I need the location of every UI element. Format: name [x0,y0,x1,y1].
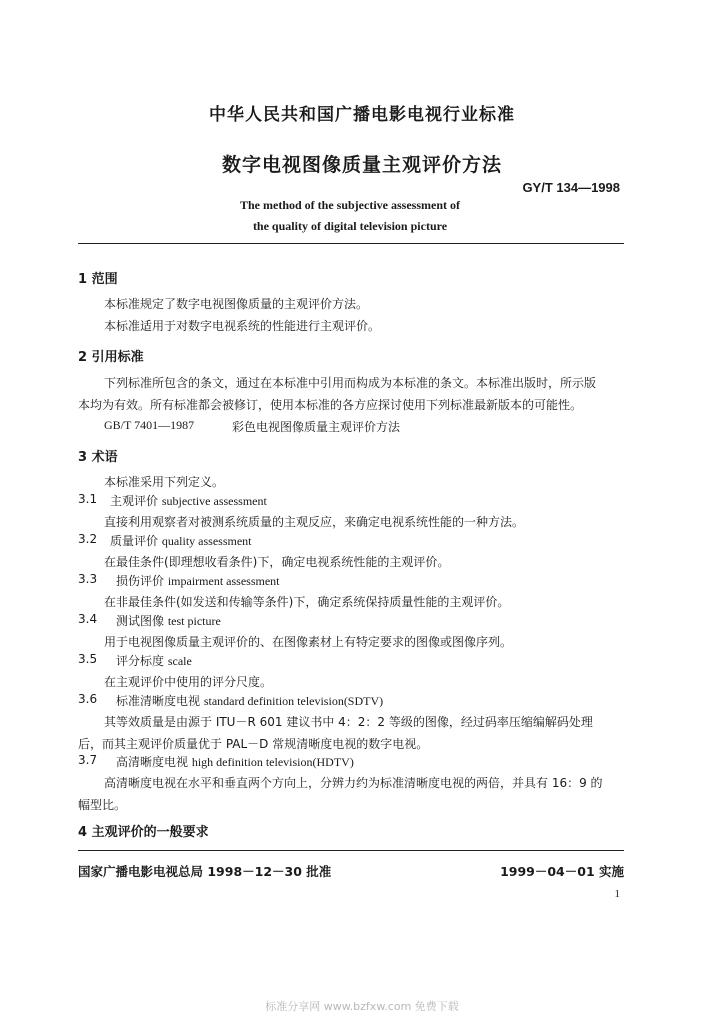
term-3-3-title: 损伤评价 impairment assessment [116,574,280,588]
term-3-4-number: 3.4 [78,612,98,626]
footer-divider [78,850,624,851]
term-3-7-definition-line-1: 高清晰度电视在水平和垂直两个方向上，分辨力约为标准清晰度电视的两倍，并具有 16：9 的 [104,776,603,790]
term-3-7-number: 3.7 [78,753,98,767]
term-3-6-number: 3.6 [78,692,98,706]
section-3-intro: 本标准采用下列定义。 [104,475,225,489]
section-3-heading: 3 术语 [78,450,118,465]
term-3-1-definition: 直接利用观察者对被测系统质量的主观反应，来确定电视系统性能的一种方法。 [104,515,525,529]
section-4-heading: 4 主观评价的一般要求 [78,825,209,840]
section-1-heading: 1 范围 [78,272,118,287]
term-3-4-definition: 用于电视图像质量主观评价的、在图像素材上有特定要求的图像或图像序列。 [104,635,513,649]
term-3-5-definition: 在主观评价中使用的评分尺度。 [104,675,273,689]
term-3-2-title: 质量评价 quality assessment [110,534,252,548]
term-3-6-definition-line-2: 后，而其主观评价质量优于 PAL－D 常规清晰度电视的数字电视。 [78,737,429,751]
title-en-line-1: The method of the subjective assessment of [240,198,460,212]
term-3-3-number: 3.3 [78,572,98,586]
term-3-6-title: 标准清晰度电视 standard definition television(SDTV) [116,694,384,708]
term-3-2-definition: 在最佳条件(即理想收看条件)下，确定电视系统性能的主观评价。 [104,555,450,569]
term-3-3-definition: 在非最佳条件(如发送和传输等条件)下，确定系统保持质量性能的主观评价。 [104,595,510,609]
term-3-5-title: 评分标度 scale [116,654,192,668]
term-3-7-definition-line-2: 幅型比。 [78,798,127,812]
header-divider [78,243,624,244]
term-3-4-title: 测试图像 test picture [116,614,221,628]
term-3-5-number: 3.5 [78,652,98,666]
section-2-para-line-2: 本均为有效。所有标准都会被修订，使用本标准的各方应探讨使用下列标准最新版本的可能性。 [78,398,583,412]
title-cn: 数字电视图像质量主观评价方法 [221,154,502,176]
section-2-para-line-1: 下列标准所包含的条文，通过在本标准中引用而构成为本标准的条文。本标准出版时，所示版 [104,376,597,390]
reference-title: 彩色电视图像质量主观评价方法 [232,420,401,434]
approval-date: 国家广播电影电视总局 1998－12－30 批准 [78,864,332,879]
title-en-line-2: the quality of digital television picture [252,219,448,233]
page-number: 1 [614,888,620,900]
section-2-heading: 2 引用标准 [78,350,144,365]
term-3-7-title: 高清晰度电视 high definition television(HDTV) [116,755,354,769]
effective-date: 1999－04－01 实施 [500,864,624,879]
term-3-6-definition-line-1: 其等效质量是由源于 ITU－R 601 建议书中 4：2：2 等级的图像，经过码率压缩编解码处理 [104,715,593,729]
term-3-1-title: 主观评价 subjective assessment [110,494,267,508]
section-1-para-2: 本标准适用于对数字电视系统的性能进行主观评价。 [104,319,381,333]
standard-code: GY/T 134—1998 [522,180,620,195]
term-3-1-number: 3.1 [78,492,98,506]
watermark: 标准分享网 www.bzfxw.com 免费下载 [265,1000,459,1013]
term-3-2-number: 3.2 [78,532,98,546]
reference-code: GB/T 7401—1987 [104,418,195,432]
org-line: 中华人民共和国广播电影电视行业标准 [209,105,515,125]
section-1-para-1: 本标准规定了数字电视图像质量的主观评价方法。 [104,297,369,311]
